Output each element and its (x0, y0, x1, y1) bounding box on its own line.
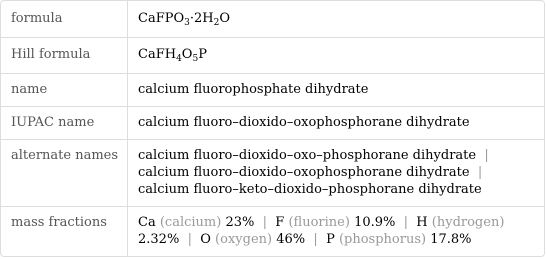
row-label-name: name (11, 82, 48, 97)
row-label-hill-formula: Hill formula (11, 47, 91, 62)
separator: | (484, 148, 489, 163)
mass-fraction-ca: Ca (calcium) 23% (138, 215, 255, 230)
separator: | (313, 232, 318, 247)
row-label-mass-fractions: mass fractions (11, 215, 107, 230)
mass-fraction-h-percent: 2.32% (138, 232, 180, 247)
separator: | (477, 165, 483, 180)
alternate-name-line (138, 182, 482, 197)
table-row-name (1, 73, 544, 106)
table-row-hill-formula (1, 37, 544, 73)
row-label-cell (1, 1, 128, 37)
table-row-alternate-names (1, 139, 544, 206)
formula-value: $CaFPO_3\cdot 2H_2O$ (138, 11, 231, 28)
row-label-cell (1, 140, 128, 206)
mass-fraction-f: F (fluorine) 10.9% (275, 215, 396, 230)
separator: | (187, 232, 192, 247)
table-row-mass-fractions (1, 206, 544, 257)
mass-fraction-line (138, 232, 472, 247)
row-label-cell (1, 207, 128, 257)
row-label-alternate-names: alternate names (11, 148, 119, 163)
separator: | (403, 215, 409, 230)
separator: | (262, 215, 268, 230)
row-value-cell (138, 74, 538, 106)
name-value: calcium fluorophosphate dihydrate (138, 82, 369, 97)
mass-fraction-h: H (hydrogen) (416, 215, 505, 230)
table-row-iupac-name (1, 106, 544, 139)
mass-fraction-p: P (phosphorus) 17.8% (326, 232, 472, 247)
alternate-name: calcium fluoro–keto–dioxido–phosphorane dihydrate (138, 182, 482, 197)
alternate-name: calcium fluoro–dioxido–oxo–phosphorane dihydrate (138, 148, 477, 163)
row-value-cell (138, 38, 538, 73)
row-label-cell (1, 107, 128, 139)
row-label-iupac-name: IUPAC name (11, 115, 95, 130)
row-value-cell (138, 1, 538, 37)
mass-fraction-line (138, 215, 504, 230)
alternate-name-line (138, 148, 489, 163)
row-value-cell (138, 207, 538, 257)
row-value-cell (138, 140, 538, 206)
hill-formula-value: $CaFH_4O_5P$ (138, 47, 207, 64)
row-label-cell (1, 38, 128, 73)
row-label-formula: formula (11, 11, 63, 26)
alternate-name: calcium fluoro–dioxido–oxophosphorane dihydrate (138, 165, 470, 180)
row-label-cell (1, 74, 128, 106)
mass-fraction-o: O (oxygen) 46% (200, 232, 306, 247)
row-value-cell (138, 107, 538, 139)
iupac-name-value: calcium fluoro–dioxido–oxophosphorane dihydrate (138, 115, 470, 130)
table-row-formula (1, 1, 544, 37)
alternate-name-line (138, 165, 482, 180)
